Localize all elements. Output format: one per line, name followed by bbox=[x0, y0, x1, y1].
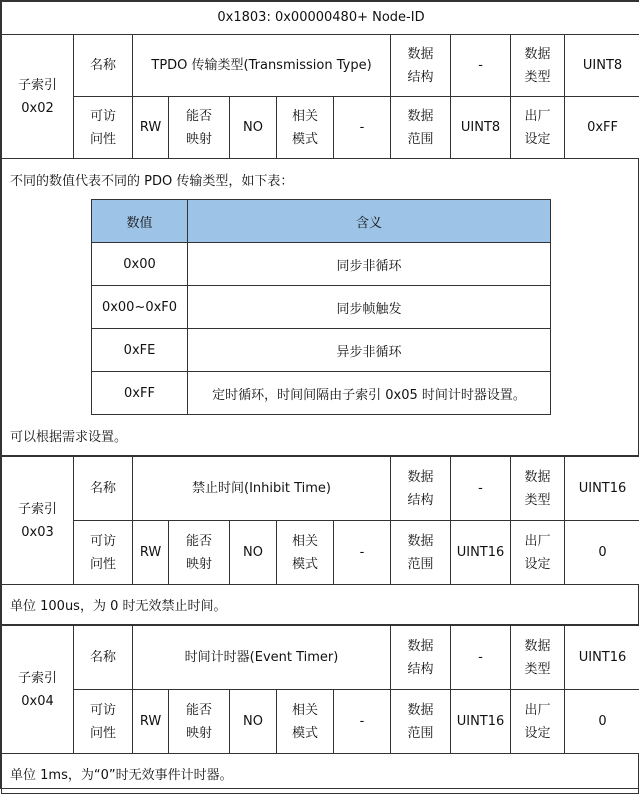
table-cell-meaning: 同步帧触发 bbox=[188, 286, 551, 329]
mappable-label: 能否 映射 bbox=[169, 521, 230, 585]
data-type-value: UINT8 bbox=[565, 35, 639, 97]
table-cell-meaning: 同步非循环 bbox=[188, 243, 551, 286]
column-header-meaning: 含义 bbox=[188, 200, 551, 243]
transmission-type-table bbox=[91, 199, 551, 415]
data-range-value: UINT16 bbox=[451, 521, 511, 585]
subindex-label: 子索引 bbox=[18, 502, 57, 517]
mappable-value: NO bbox=[230, 521, 277, 585]
related-mode-label: 相关 模式 bbox=[277, 97, 334, 159]
data-range-value: UINT16 bbox=[451, 690, 511, 754]
mappable-value: NO bbox=[230, 690, 277, 754]
data-type-label: 数据 类型 bbox=[511, 626, 565, 690]
subindex-cell bbox=[2, 626, 74, 754]
mappable-label: 能否 映射 bbox=[169, 97, 230, 159]
table-cell-meaning: 定时循环，时间间隔由子索引 0x05 时间计时器设置。 bbox=[188, 372, 551, 415]
factory-default-value: 0 bbox=[565, 521, 639, 585]
data-structure-label: 数据 结构 bbox=[391, 457, 451, 521]
subindex-label: 子索引 bbox=[18, 671, 57, 686]
data-structure-label: 数据 结构 bbox=[391, 626, 451, 690]
transmission-intro-text: 不同的数值代表不同的 PDO 传输类型，如下表： bbox=[2, 159, 638, 199]
event-timer-note: 单位 1ms，为“0”时无效事件计时器。 bbox=[1, 754, 639, 794]
object-title-table bbox=[1, 1, 639, 35]
subindex-value: 0x04 bbox=[21, 694, 54, 709]
factory-default-label: 出厂 设定 bbox=[511, 521, 565, 585]
subindex-value: 0x02 bbox=[21, 101, 54, 116]
access-value: RW bbox=[133, 97, 169, 159]
factory-default-label: 出厂 设定 bbox=[511, 97, 565, 159]
name-label: 名称 bbox=[74, 457, 133, 521]
table-cell-meaning: 异步非循环 bbox=[188, 329, 551, 372]
data-range-label: 数据 范围 bbox=[391, 521, 451, 585]
data-type-label: 数据 类型 bbox=[511, 35, 565, 97]
data-range-label: 数据 范围 bbox=[391, 690, 451, 754]
subindex-label: 子索引 bbox=[18, 78, 57, 93]
subindex-cell bbox=[2, 35, 74, 159]
access-label: 可访 问性 bbox=[74, 97, 133, 159]
data-range-label: 数据 范围 bbox=[391, 97, 451, 159]
transmission-type-section bbox=[1, 159, 639, 456]
entry-table-0x04 bbox=[1, 625, 639, 754]
access-label: 可访 问性 bbox=[74, 521, 133, 585]
entry-name: 时间计时器(Event Timer) bbox=[133, 626, 391, 690]
entry-name: 禁止时间(Inhibit Time) bbox=[133, 457, 391, 521]
related-mode-value: - bbox=[334, 690, 391, 754]
table-cell-value: 0x00~0xF0 bbox=[92, 286, 188, 329]
access-value: RW bbox=[133, 521, 169, 585]
mappable-label: 能否 映射 bbox=[169, 690, 230, 754]
data-type-value: UINT16 bbox=[565, 457, 639, 521]
data-structure-value: - bbox=[451, 626, 511, 690]
entry-name: TPDO 传输类型(Transmission Type) bbox=[133, 35, 391, 97]
subindex-cell bbox=[2, 457, 74, 585]
transmission-outro-text: 可以根据需求设置。 bbox=[2, 415, 638, 455]
entry-table-0x02 bbox=[1, 34, 639, 159]
data-structure-value: - bbox=[451, 457, 511, 521]
related-mode-value: - bbox=[334, 97, 391, 159]
access-label: 可访 问性 bbox=[74, 690, 133, 754]
table-cell-value: 0x00 bbox=[92, 243, 188, 286]
factory-default-label: 出厂 设定 bbox=[511, 690, 565, 754]
column-header-value: 数值 bbox=[92, 200, 188, 243]
data-structure-label: 数据 结构 bbox=[391, 35, 451, 97]
table-cell-value: 0xFE bbox=[92, 329, 188, 372]
access-value: RW bbox=[133, 690, 169, 754]
factory-default-value: 0 bbox=[565, 690, 639, 754]
table-cell-value: 0xFF bbox=[92, 372, 188, 415]
object-title: 0x1803: 0x00000480+ Node-ID bbox=[2, 2, 639, 35]
inhibit-time-note: 单位 100us，为 0 时无效禁止时间。 bbox=[1, 585, 639, 625]
related-mode-label: 相关 模式 bbox=[277, 521, 334, 585]
mappable-value: NO bbox=[230, 97, 277, 159]
name-label: 名称 bbox=[74, 626, 133, 690]
name-label: 名称 bbox=[74, 35, 133, 97]
subindex-value: 0x03 bbox=[21, 525, 54, 540]
factory-default-value: 0xFF bbox=[565, 97, 639, 159]
data-structure-value: - bbox=[451, 35, 511, 97]
related-mode-label: 相关 模式 bbox=[277, 690, 334, 754]
data-range-value: UINT8 bbox=[451, 97, 511, 159]
data-type-label: 数据 类型 bbox=[511, 457, 565, 521]
related-mode-value: - bbox=[334, 521, 391, 585]
data-type-value: UINT16 bbox=[565, 626, 639, 690]
entry-table-0x03 bbox=[1, 456, 639, 585]
